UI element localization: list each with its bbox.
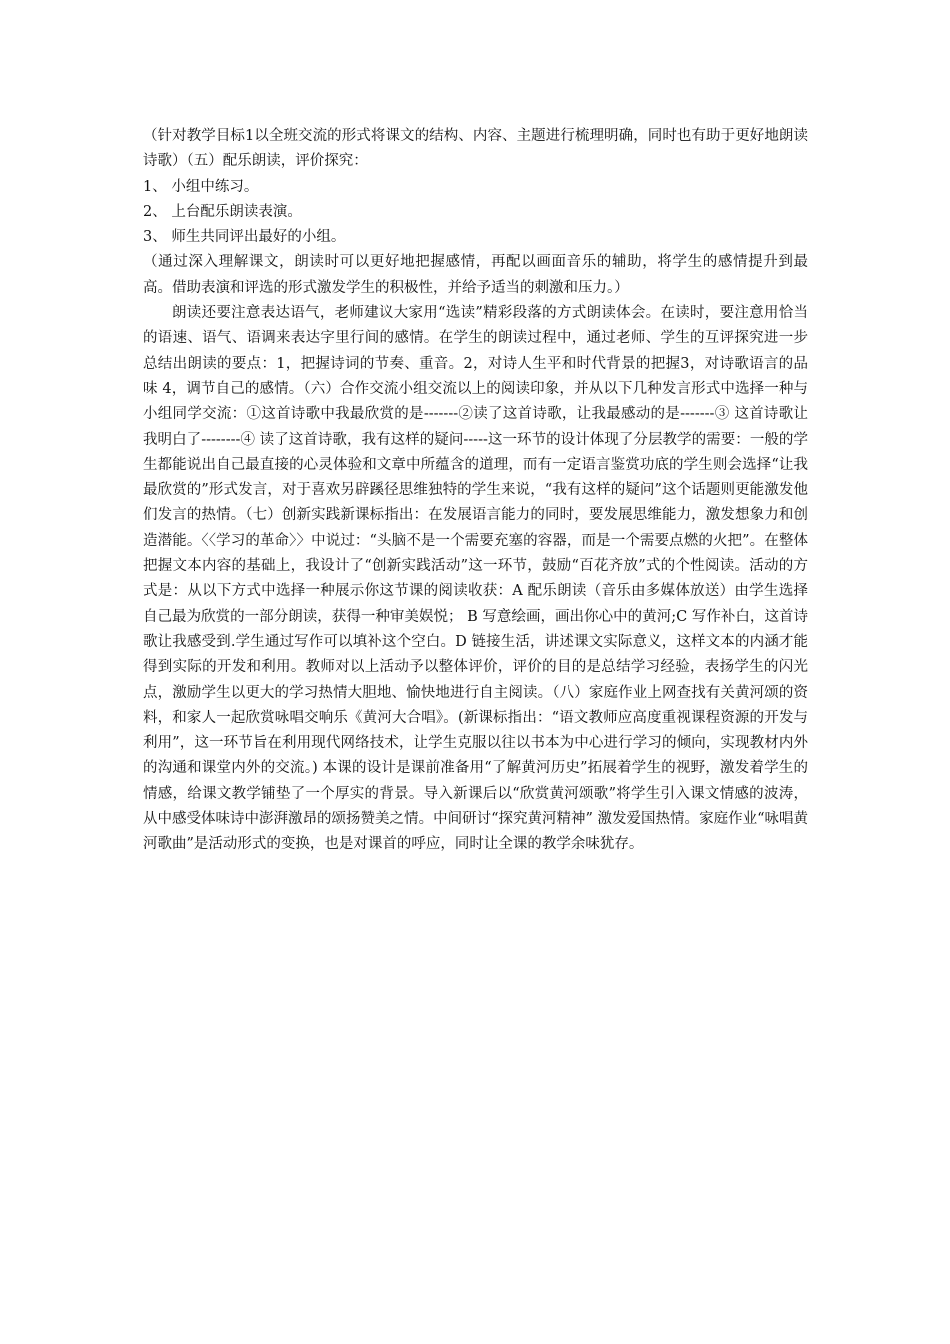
list-item-3: 3、 师生共同评出最好的小组。	[143, 229, 346, 246]
paragraph-teaching-goal-note: （针对教学目标1以全班交流的形式将课文的结构、内容、主题进行梳理明确，同时也有助于更好地朗读诗歌）（五）配乐朗读，评价探究：	[143, 128, 808, 170]
document-body	[143, 124, 808, 858]
list-item-1: 1、 小组中练习。	[143, 178, 259, 195]
list-item-2: 2、 上台配乐朗读表演。	[143, 203, 302, 220]
paragraph-reading-note: （通过深入理解课文，朗读时可以更好地把握感情，再配以画面音乐的辅助，将学生的感情提升到最高。借助表演和评选的形式激发学生的积极性，并给予适当的刺激和压力。）	[143, 254, 808, 296]
paragraph-main-body: 朗读还要注意表达语气，老师建议大家用“选读”精彩段落的方式朗读体会。在读时，要注意用恰当的语速、语气、语调来表达字里行间的感情。在学生的朗读过程中，通过老师、学生的互评探究进一步总结出朗读的要点：1，把握诗词的节奏、重音。2，对诗人生平和时代背景的把握3，对诗歌语言的品味 4，调节自己的感情。（六）合作交流小组交流以上的阅读印象，并从以下几种发言形式中选择一种与小组同学交流：①这首诗歌中我最欣赏的是-------②读了这首诗歌，让我最感动的是-------③ 这首诗歌让我明白了--------④ 读了这首诗歌，我有这样的疑问-----这一环节的设计体现了分层教学的需要：一般的学生都能说出自己最直接的心灵体验和文章中所蕴含的道理，而有一定语言鉴赏功底的学生则会选择“让我最欣赏的”形式发言，对于喜欢另辟蹊径思维独特的学生来说，“我有这样的疑问”这个话题则更能激发他们发言的热情。（七）创新实践新课标指出：在发展语言能力的同时，要发展思维能力，激发想象力和创造潜能。〈〈学习的革命〉〉中说过：“头脑不是一个需要充塞的容器，而是一个需要点燃的火把”。在整体把握文本内容的基础上，我设计了“创新实践活动”这一环节，鼓励“百花齐放”式的个性阅读。活动的方式是：从以下方式中选择一种展示你这节课的阅读收获：A 配乐朗读（音乐由多媒体放送）由学生选择自己最为欣赏的一部分朗读，获得一种审美娱悦； B 写意绘画，画出你心中的黄河;C 写作补白，这首诗歌让我感受到.学生通过写作可以填补这个空白。D 链接生活，讲述课文实际意义，这样文本的内涵才能得到实际的开发和利用。教师对以上活动予以整体评价，评价的目的是总结学习经验，表扬学生的闪光点，激励学生以更大的学习热情大胆地、愉快地进行自主阅读。（八）家庭作业上网查找有关黄河颂的资料，和家人一起欣赏咏唱交响乐《黄河大合唱》。(新课标指出：“语文教师应高度重视课程资源的开发与利用”，这一环节旨在利用现代网络技术，让学生克服以往以书本为中心进行学习的倾向，实现教材内外的沟通和课堂内外的交流。) 本课的设计是课前准备用“了解黄河历史”拓展着学生的视野，激发着学生的情感，给课文教学铺垫了一个厚实的背景。导入新课后以“欣赏黄河颂歌”将学生引入课文情感的波涛，从中感受体味诗中澎湃激昂的颂扬赞美之情。中间研讨“探究黄河精神” 激发爱国热情。家庭作业“咏唱黄河歌曲”是活动形式的变换，也是对课首的呼应，同时让全课的教学余味犹存。	[143, 305, 808, 853]
